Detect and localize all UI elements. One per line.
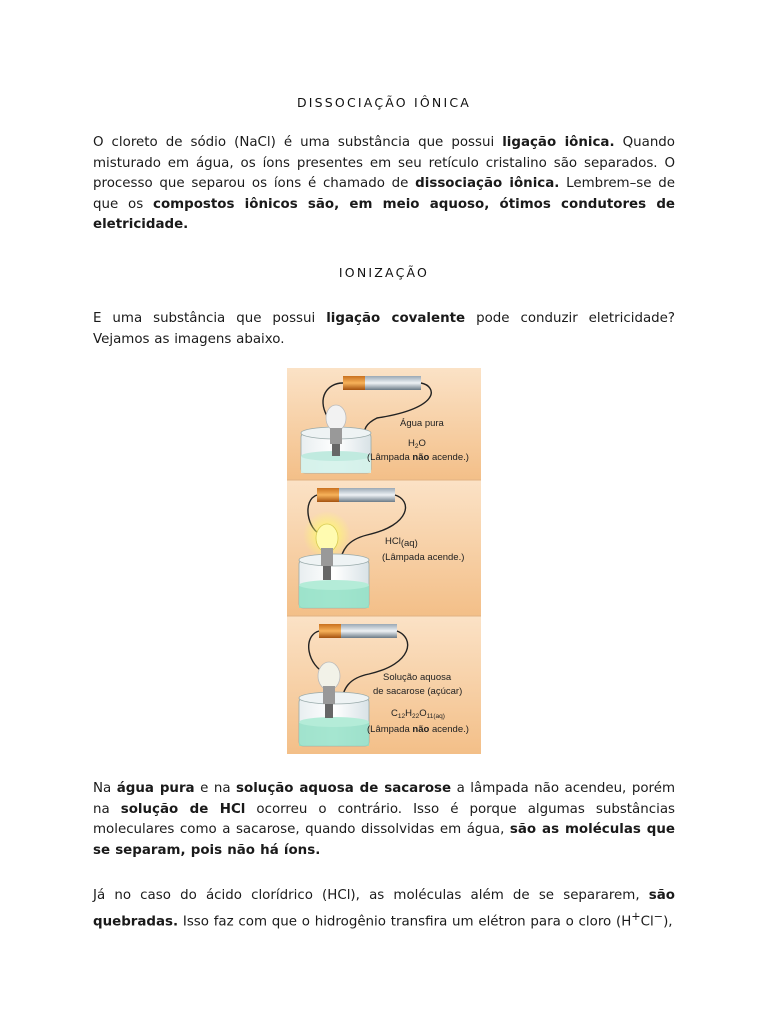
bold-text: compostos iônicos são, em meio aquoso, ótimos condutores de eletricidade.: [93, 196, 675, 232]
text: pode conduzir eletricidade? Vejamos as imagens abaixo.: [93, 311, 675, 347]
paragraph-ionizacao: [93, 309, 675, 350]
text: Isso faz com que o hidrogênio transfira um elétron para o cloro (H: [178, 913, 632, 929]
rect: [321, 548, 333, 566]
text: ocorreu o contrário. Isso é porque algumas substâncias moleculares como a sacarose, quando dissolvidas em água,: [93, 801, 676, 837]
bold-text: água pura: [116, 781, 195, 796]
text: O cloreto de sódio (NaCl) é uma substância que possui: [93, 135, 503, 150]
rect: [365, 376, 421, 390]
lamp-bulb-icon: [316, 524, 338, 552]
text: Cl: [640, 913, 654, 929]
tspan: O: [418, 438, 426, 449]
rect: [330, 428, 342, 444]
ellipse: [299, 554, 369, 566]
text: E uma substância que possui: [93, 311, 327, 326]
bold-text: dissociação iônica.: [415, 176, 560, 191]
tspan: 12: [397, 713, 406, 720]
tspan: 22: [411, 713, 420, 720]
rect: [323, 686, 335, 704]
lamp-bulb-icon: [326, 405, 346, 431]
rect: [323, 566, 331, 580]
ellipse: [299, 580, 369, 590]
superscript: +: [631, 909, 641, 923]
tspan: H: [408, 438, 415, 449]
tspan: O: [419, 708, 427, 719]
tspan: H: [405, 708, 412, 719]
rect: [341, 624, 397, 638]
bold-text: são as moléculas que se separam, pois não há íons.: [93, 822, 675, 858]
bold-text: ligação covalente: [326, 311, 466, 326]
bold-text: solução de HCl: [120, 801, 246, 817]
paragraph-hcl: [93, 886, 675, 932]
label-solucao: Solução aquosa: [383, 672, 452, 683]
text: Quando misturado em água, os íons presentes em seu retículo cristalino são separados. O processo que separou os íons é chamado de: [93, 135, 675, 191]
battery-icon: [319, 624, 341, 638]
panel-hcl: [287, 480, 481, 616]
rect: [332, 444, 340, 456]
tspan: não: [412, 724, 430, 735]
conductivity-figure: [287, 368, 481, 754]
battery-icon: [343, 376, 365, 390]
battery-icon: [317, 488, 339, 502]
text: ),: [663, 913, 673, 929]
ellipse: [299, 717, 369, 727]
text: Já no caso do ácido clorídrico (HCl), as moléculas além de se separarem,: [93, 888, 649, 903]
label-status-1: [367, 452, 469, 463]
tspan: (Lâmpada: [367, 452, 413, 463]
bold-text: ligação iônica.: [502, 135, 615, 150]
label-agua-pura: Água pura: [400, 418, 444, 429]
tspan: 2: [414, 443, 419, 450]
heading-ionizacao: IONIZAÇÃO: [338, 265, 430, 280]
heading-dissociacao: DISSOCIAÇÃO IÔNICA: [296, 95, 472, 110]
tspan: HCl: [385, 536, 401, 547]
superscript: −: [653, 909, 664, 923]
tspan: acende.): [429, 452, 469, 463]
label-status-3: [367, 724, 469, 735]
tspan: 11(aq): [426, 713, 445, 720]
bold-text: solução aquosa de sacarose: [236, 781, 452, 796]
text: Na: [93, 781, 117, 796]
tspan: não: [412, 452, 430, 463]
text: Lembrem–se de que os: [93, 176, 675, 212]
label-status-2: (Lâmpada acende.): [382, 552, 465, 563]
rect: [339, 488, 395, 502]
tspan: C: [391, 708, 398, 719]
panel-sacarose: [287, 616, 481, 754]
bold-text: são quebradas.: [93, 888, 675, 929]
text: a lâmpada não acendeu, porém na: [93, 781, 676, 817]
rect: [325, 704, 333, 718]
text: e na: [194, 781, 237, 796]
paragraph-comparacao: [93, 779, 675, 861]
paragraph-dissociacao: [93, 133, 675, 236]
panel-agua-pura: [287, 368, 481, 480]
label-sacarose: de sacarose (açúcar): [373, 686, 463, 697]
tspan: (Lâmpada: [367, 724, 413, 735]
tspan: acende.): [429, 724, 469, 735]
lamp-bulb-icon: [318, 662, 340, 690]
tspan: (aq): [400, 538, 418, 549]
